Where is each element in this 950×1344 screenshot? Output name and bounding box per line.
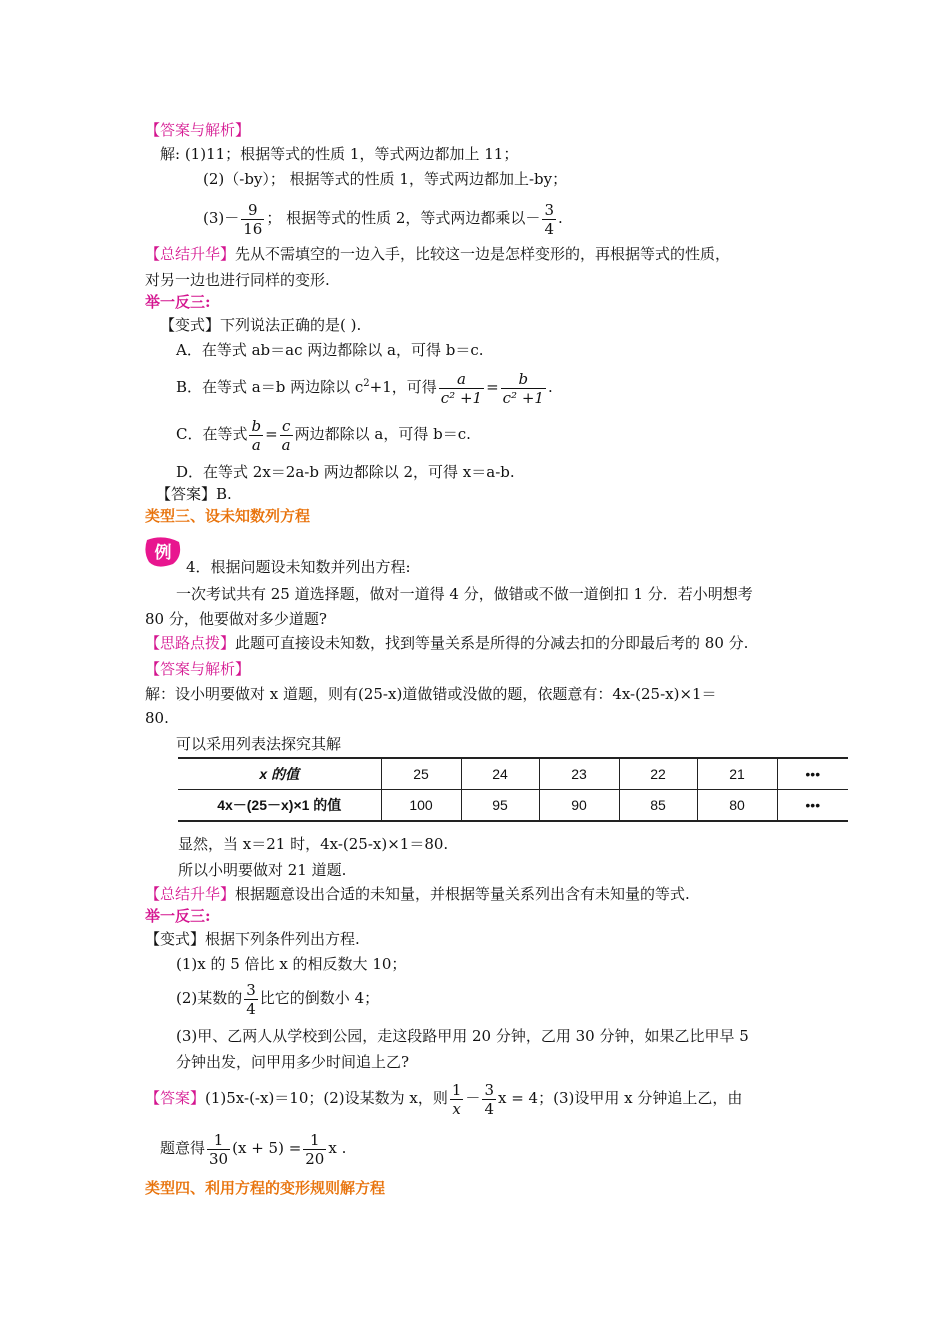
- solution-line-2: (2)（-by）； 根据等式的性质 1，等式两边都加上-by；: [203, 170, 568, 188]
- option-d: D．在等式 2x＝2a-b 两边都除以 2，可得 x＝a-b.: [176, 463, 515, 481]
- conclusion-2: 所以小明要做对 21 道题.: [178, 861, 347, 879]
- part-2: (2)某数的 $\frac{3}{4}$ 比它的倒数小 4；: [176, 980, 380, 1018]
- table-row: [178, 758, 848, 790]
- table-cell: 24: [461, 758, 539, 790]
- fraction-b-c2: $\frac{b}{\text{c² +1}}$: [502, 369, 544, 407]
- fraction-b-a: $\frac{b}{a}$: [251, 416, 262, 454]
- solution-line-3: (3)－ $\frac{9}{16}$ ； 根据等式的性质 2，等式两边都乘以－ $\frac{3}{4}$ .: [203, 200, 563, 238]
- part-3-line-2: 分钟出发，问甲用多少时间追上乙?: [176, 1053, 410, 1071]
- example-question-2: 80 分，他要做对多少道题?: [145, 610, 327, 628]
- table-cell: 100: [381, 790, 461, 822]
- section-type-four: 类型四、利用方程的变形规则解方程: [145, 1179, 386, 1197]
- table-cell: 22: [619, 758, 697, 790]
- table-cell: 90: [539, 790, 619, 822]
- fraction-9-16: $\frac{9}{16}$: [243, 200, 263, 238]
- answer-analysis-heading-2: 【答案与解析】: [145, 660, 251, 678]
- table-row-label: x 的值: [178, 758, 381, 790]
- option-b: B．在等式 a＝b 两边除以 $c^2+1$，可得 $\frac{a}{\text{c² +1}}$ = $\frac{b}{\text{c² +1}}$ .: [176, 369, 553, 407]
- answer-line-2: 题意得 $\frac{1}{30}$ (x + 5) = $\frac{1}{20}$ x .: [160, 1130, 347, 1168]
- variation-question: 【变式】下列说法正确的是( ).: [160, 316, 362, 334]
- fraction-a-c2: $\frac{a}{\text{c² +1}}$: [440, 369, 483, 407]
- table-cell: •••: [777, 758, 848, 790]
- solution-3-line-2: 80.: [145, 709, 169, 727]
- answer-analysis-heading: 【答案与解析】: [145, 121, 251, 139]
- table-cell: •••: [777, 790, 848, 822]
- option-c: C．在等式 $\frac{b}{a}$ = $\frac{c}{a}$ 两边都除以 a，可得 b＝c.: [176, 416, 471, 454]
- example-badge-icon: [143, 536, 183, 568]
- summary-line-1: 【总结升华】先从不需填空的一边入手，比较这一边是怎样变形的，再根据等式的性质，: [145, 245, 731, 263]
- variation-question-2: 【变式】根据下列条件列出方程.: [145, 930, 360, 948]
- part-3-line-1: (3)甲、乙两人从学校到公园，走这段路甲用 20 分钟，乙用 30 分钟，如果乙比甲早 5: [176, 1027, 749, 1045]
- variation-answer: 【答案】B.: [156, 485, 232, 503]
- table-row-label: 4x－(25－x)×1 的值: [178, 790, 381, 822]
- summary-line-3: 【总结升华】根据题意设出合适的未知量，并根据等量关系列出含有未知量的等式.: [145, 885, 690, 903]
- table-intro: 可以采用列表法探究其解: [176, 735, 342, 753]
- answer-line-1: 【答案】(1)5x-(-x)＝10；(2)设某数为 x，则 $\frac{1}{x}$ － $\frac{3}{4}$ x = 4；(3)设甲用 x 分钟追上乙，由: [145, 1080, 743, 1118]
- hint-line: 【思路点拨】此题可直接设未知数，找到等量关系是所得的分减去扣的分即最后考的 80 分.: [145, 634, 749, 652]
- table-cell: 95: [461, 790, 539, 822]
- option-a: A．在等式 ab＝ac 两边都除以 a，可得 b＝c.: [176, 341, 484, 359]
- value-table: [178, 757, 848, 822]
- solution-3-line-1: 解：设小明要做对 x 道题，则有(25-x)道做错或没做的题，依题意有：4x-(25-x)×1＝: [145, 685, 717, 703]
- fraction-3-4-c: $\frac{3}{4}$: [484, 1080, 494, 1118]
- fraction-3-4: $\frac{3}{4}$: [544, 200, 554, 238]
- conclusion-1: 显然，当 x＝21 时，4x-(25-x)×1＝80.: [178, 835, 449, 853]
- variation-heading: 举一反三:: [145, 293, 211, 311]
- fraction-1-20: $\frac{1}{20}$: [305, 1130, 325, 1168]
- example-title: 4．根据问题设未知数并列出方程:: [186, 558, 411, 576]
- summary-line-2: 对另一边也进行同样的变形.: [145, 271, 330, 289]
- table-cell: 23: [539, 758, 619, 790]
- fraction-1-30: $\frac{1}{30}$: [209, 1130, 229, 1168]
- fraction-c-a: $\frac{c}{a}$: [281, 416, 291, 454]
- table-cell: 85: [619, 790, 697, 822]
- example-badge-text: 例: [154, 543, 172, 563]
- table-cell: 21: [697, 758, 777, 790]
- table-cell: 25: [381, 758, 461, 790]
- fraction-3-4-b: $\frac{3}{4}$: [246, 980, 256, 1018]
- section-type-three: 类型三、设未知数列方程: [145, 507, 311, 525]
- solution-line-1: 解: (1)11；根据等式的性质 1，等式两边都加上 11；: [160, 145, 519, 163]
- part-1: (1)x 的 5 倍比 x 的相反数大 10；: [176, 955, 407, 973]
- table-row: [178, 790, 848, 822]
- fraction-1-x: $\frac{1}{x}$: [451, 1080, 462, 1118]
- table-cell: 80: [697, 790, 777, 822]
- variation-heading-2: 举一反三:: [145, 907, 211, 925]
- example-question-1: 一次考试共有 25 道选择题，做对一道得 4 分，做错或不做一道倒扣 1 分．若小明想考: [176, 585, 753, 603]
